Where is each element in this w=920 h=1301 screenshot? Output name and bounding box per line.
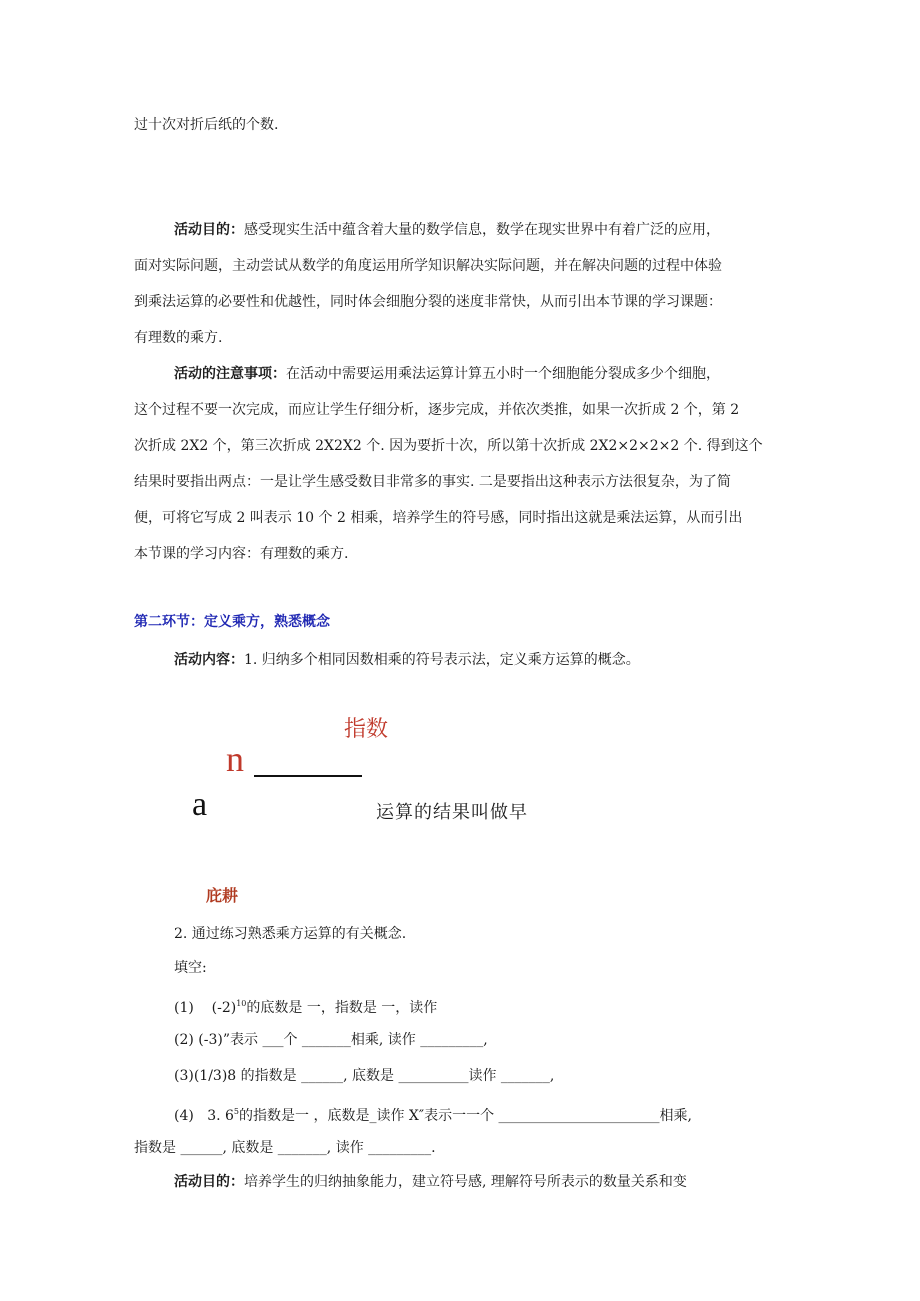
content-label: 活动内容： [174,652,244,668]
question-1 [174,994,437,1018]
question-4-rest: 的指数是一 ，底数是_读作 X″表示一一个 _______________________相乘, [239,1108,693,1124]
exponent-rule [254,775,362,777]
notes-text-1: 在活动中需要运用乘法运算计算五小时一个细胞能分裂成多少个细胞， [286,366,720,382]
purpose2-text: 培养学生的归纳抽象能力，建立符号感, 理解符号所表示的数量关系和变 [244,1174,687,1190]
exercise-intro: 2. 通过练习熟悉乘方运算的有关概念. [174,926,407,942]
question-1-sup: 10 [236,999,247,1008]
notes-label: 活动的注意事项： [174,366,286,382]
purpose2-line [174,1172,687,1192]
notes-line-4: 结果时要指出两点：一是让学生感受数目非常多的事实. 二是要指出这种表示方法很复杂，为了简 [134,474,731,490]
question-1-rest: 的底数是 一，指数是 一，读作 [246,1000,438,1016]
base-a: a [192,786,208,823]
question-2: (2) (-3)”表示 ___个 _______相乘, 读作 _________, [174,1032,488,1048]
question-4 [174,1102,692,1126]
question-4-continued: 指数是 ______, 底数是 _______, 读作 _________. [134,1140,436,1156]
purpose-line-1 [174,220,720,240]
purpose2-label: 活动目的： [174,1174,244,1190]
purpose-line-4: 有理数的乘方. [134,330,223,346]
exponent-label: 指数 [344,717,389,742]
exercise-fill: 填空: [174,960,207,976]
base-label: 庇耕 [206,886,239,905]
question-4-a: 3. 6 [207,1108,234,1124]
content-line [174,650,640,670]
question-4-num: (4) [174,1108,194,1124]
notes-line-5: 便，可将它写成 2 叫表示 10 个 2 相乘，培养学生的符号感，同时指出这就是乘法运算，从而引出 [134,510,743,526]
notes-line-2: 这个过程不要一次完成，而应让学生仔细分析，逐步完成，并依次类推，如果一次折成 2 个，第 2 [134,402,740,418]
paragraph-intro: 过十次对折后纸的个数. [134,117,279,133]
purpose-line-3: 到乘法运算的必要性和优越性，同时体会细胞分裂的迷度非常快，从而引出本节课的学习课题： [134,294,722,310]
notes-line-3: 次折成 2X2 个，第三次折成 2X2X2 个. 因为要折十次，所以第十次折成 2X2×2×2×2 个. 得到这个 [134,438,763,454]
notes-line-1 [174,364,720,384]
content-text: 1. 归纳多个相同因数相乘的符号表示法，定义乘方运算的概念。 [244,652,640,668]
result-text: 运算的结果叫做早 [376,802,528,823]
question-4-sup: 5 [233,1107,240,1116]
purpose-label: 活动目的： [174,222,244,238]
question-1-base: (-2) [211,1000,237,1016]
question-1-num: (1) [174,1000,194,1016]
section-heading: 第二环节：定义乘方，熟悉概念 [134,614,330,630]
purpose-text-1: 感受现实生活中蕴含着大量的数学信息，数学在现实世界中有着广泛的应用， [244,222,720,238]
notes-line-6: 本节课的学习内容：有理数的乘方. [134,546,349,562]
purpose-line-2: 面对实际问题，主动尝试从数学的角度运用所学知识解决实际问题，并在解决问题的过程中体验 [134,258,722,274]
exponent-n: n [226,739,244,779]
question-3: (3)(1/3)8 的指数是 ______, 底数是 __________读作 _______, [174,1068,555,1084]
